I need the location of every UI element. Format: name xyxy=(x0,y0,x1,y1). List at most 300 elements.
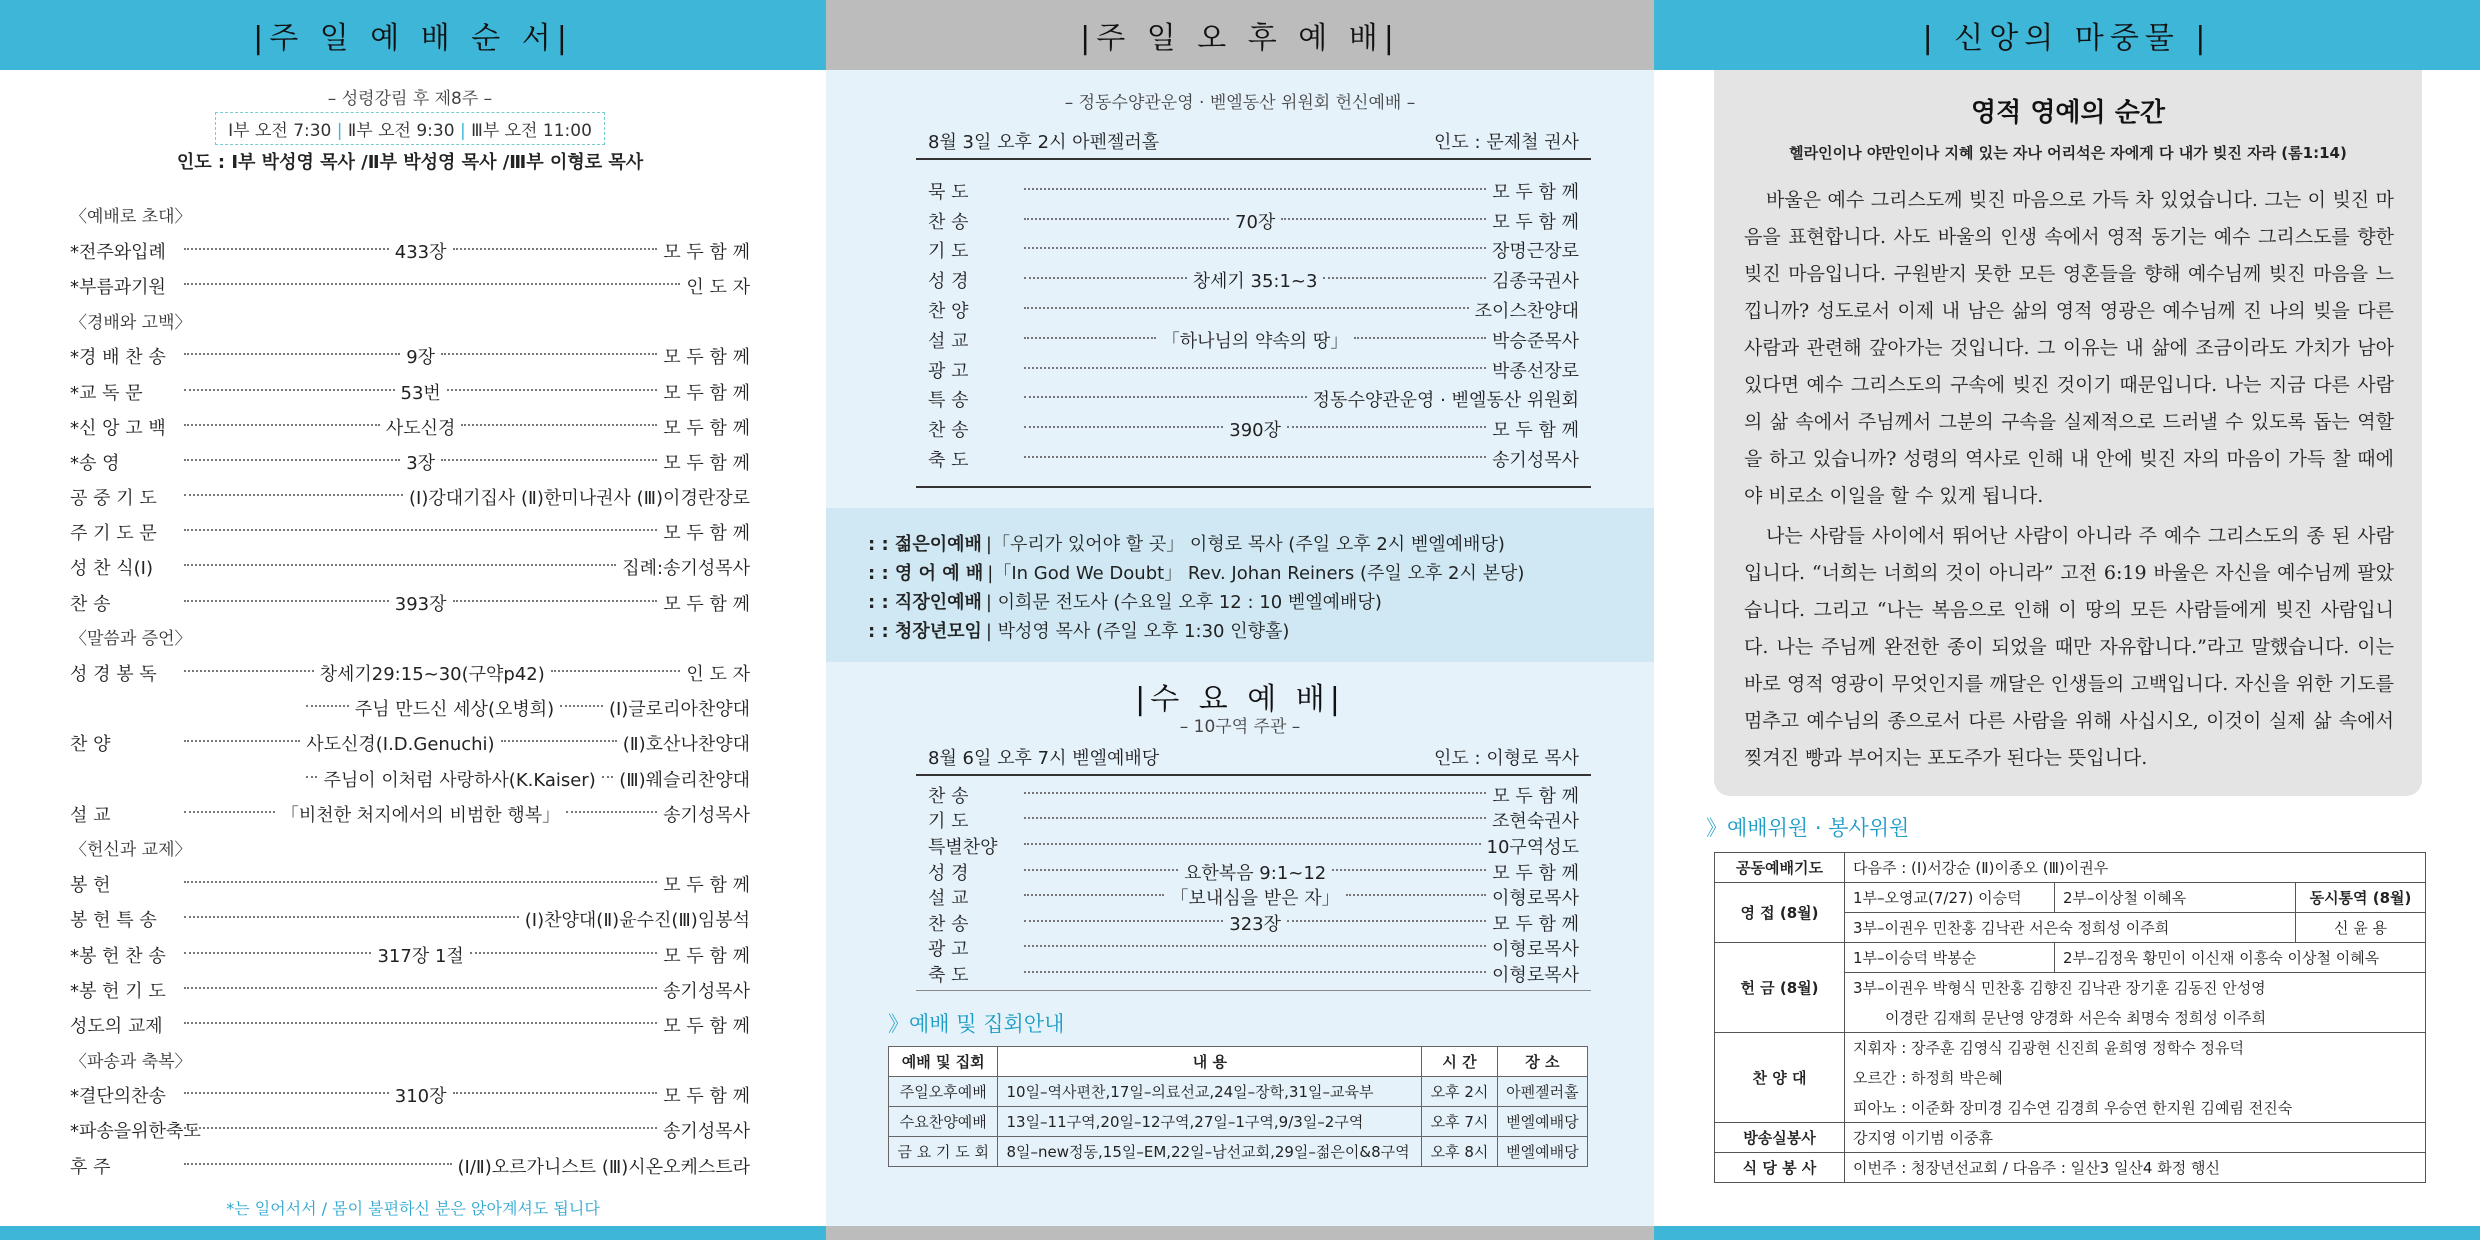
table-cell: 수요찬양예배 xyxy=(889,1107,998,1137)
order-row xyxy=(70,270,750,305)
sunday-worship-title: |주 일 예 배 순 서| xyxy=(253,21,573,56)
sunday-worship-order-column xyxy=(0,0,826,1240)
order-row xyxy=(70,869,750,904)
footer-bar xyxy=(0,1226,826,1240)
order-row xyxy=(70,341,750,376)
notice-label: : : 젊은이예배 xyxy=(868,534,982,555)
meeting-guide-title: 》예배 및 집회안내 xyxy=(888,1012,1065,1036)
order-item-person: 모 두 함 께 xyxy=(1492,420,1579,442)
order-row xyxy=(928,446,1579,476)
footer-bar xyxy=(826,1226,1654,1240)
leader-dots xyxy=(184,353,400,355)
leader-dots xyxy=(1024,817,1486,819)
order-row xyxy=(70,798,750,833)
table-row xyxy=(1715,1033,2426,1063)
order-item-label: 특 송 xyxy=(928,390,969,412)
order-item-detail: 주님이 이처럼 사랑하사(K.Kaiser) xyxy=(323,769,596,791)
leader-dots xyxy=(184,881,657,883)
order-item-detail: 317장 1절 xyxy=(377,945,464,967)
wednesday-subtitle: – 10구역 주관 – xyxy=(1179,717,1301,737)
devotional-paragraph-2: 나는 사람들 사이에서 뛰어난 사람이 아니라 주 예수 그리스도의 종 된 사람입니다. “너희는 너희의 것이 아니라” 고전 6:19 바울은 자신을 예수님께 팔았습니다. 그리고 “나는 복음으로 인해 이 땅의 모든 사람들에게 빚진 사람입니다. 나는 주님께 완전한 종이 되었을 때만 자유합니다.”라고 말했습니다. 이는 바로 영적 영광이 무엇인지를 깨달은 인생들의 고백입니다. 자신을 위한 기도를 멈추고 예수님의 종으로서 다른 사람을 위해 사십시오, 이것이 실제 삶 속에서 찢겨진 빵과 부어지는 포도주가 된다는 뜻입니다. xyxy=(1744,525,2394,769)
order-item-person: 모 두 함 께 xyxy=(663,452,750,474)
table-cell: 오르간 : 하정희 박은혜 xyxy=(1845,1063,2426,1093)
order-row xyxy=(928,297,1579,327)
leader-dots xyxy=(184,283,680,285)
table-cell: 금 요 기 도 회 xyxy=(889,1137,998,1167)
leader-dots xyxy=(184,494,403,496)
table-header: 내 용 xyxy=(998,1047,1422,1077)
notice-label: : : 직장인예배 xyxy=(868,592,982,613)
table-cell: 13일–11구역,20일–12구역,27일–1구역,9/3일–2구역 xyxy=(998,1107,1422,1137)
leader-dots xyxy=(184,740,300,742)
sunday-worship-header xyxy=(0,0,826,70)
section-label: 〈파송과 축복〉 xyxy=(70,1051,192,1072)
order-item-label: 설 교 xyxy=(928,330,969,352)
notice-row xyxy=(868,559,1524,585)
leader-dots xyxy=(453,1092,658,1094)
notice-label: : : 청장년모임 xyxy=(868,621,982,642)
order-row xyxy=(70,552,750,587)
leader-dots xyxy=(184,987,657,989)
divider xyxy=(916,486,1591,488)
leader-dots xyxy=(441,353,657,355)
table-row xyxy=(889,1137,1588,1167)
divider xyxy=(916,158,1591,160)
order-item-label: 축 도 xyxy=(928,450,969,472)
devotional-box xyxy=(1714,70,2422,796)
leader-dots xyxy=(306,705,349,707)
order-row xyxy=(928,861,1579,887)
leader-dots xyxy=(1024,869,1178,871)
order-item-label: *송 영 xyxy=(70,452,120,474)
leader-dots xyxy=(1024,945,1486,947)
order-item-label: *전주와입례 xyxy=(70,241,166,263)
order-row xyxy=(928,327,1579,357)
leader-dots xyxy=(1024,337,1156,339)
leader-dots xyxy=(1024,843,1481,845)
leader-dots xyxy=(184,1127,657,1129)
afternoon-info xyxy=(916,128,1591,160)
order-row xyxy=(70,517,750,552)
meeting-table xyxy=(888,1046,1588,1167)
table-cell: 1부–오영교(7/27) 이승덕 xyxy=(1845,883,2055,913)
order-item-person: 이형로목사 xyxy=(1492,964,1579,986)
worship-meta xyxy=(70,84,750,174)
table-header: 시 간 xyxy=(1422,1047,1497,1077)
order-item-label: *부름과기원 xyxy=(70,276,166,298)
leader-dots xyxy=(1024,894,1164,896)
order-item-label: 광 고 xyxy=(928,360,969,382)
order-row xyxy=(70,763,750,798)
afternoon-subtitle: – 정동수양관운영 · 벧엘동산 위원회 헌신예배 – xyxy=(1064,93,1416,113)
row-header: 공동예배기도 xyxy=(1715,853,1845,883)
table-cell: 다음주 : (Ⅰ)서강순 (Ⅱ)이종오 (Ⅲ)이권우 xyxy=(1845,853,2426,883)
order-item-label: 찬 송 xyxy=(928,211,969,233)
section-label: 〈예배로 초대〉 xyxy=(70,207,192,227)
footnote: *는 일어서서 / 몸이 불편하신 분은 앉아계셔도 됩니다 xyxy=(226,1199,600,1218)
order-row xyxy=(70,376,750,411)
table-cell: 오후 7시 xyxy=(1422,1107,1497,1137)
leader-dots xyxy=(184,248,389,250)
leader-dots xyxy=(184,811,275,813)
table-row xyxy=(1715,1123,2426,1153)
table-cell: 8일–new정동,15일–EM,22일–남선교회,29일–젊은이&8구역 xyxy=(998,1137,1422,1167)
order-item-label: *경 배 찬 송 xyxy=(70,347,166,369)
leader-dots xyxy=(1024,367,1486,369)
order-row xyxy=(928,267,1579,297)
afternoon-worship-column xyxy=(826,0,1654,1240)
table-cell: 오후 2시 xyxy=(1422,1077,1497,1107)
leader-dots xyxy=(1024,307,1469,309)
order-item-label: 성 경 xyxy=(928,271,969,293)
devotional-paragraph-1: 바울은 예수 그리스도께 빚진 마음으로 가득 차 있었습니다. 그는 이 빚진 마음을 표현합니다. 사도 바울의 인생 속에서 영적 동기는 예수 그리스도를 향한 빚진 마음입니다. 구원받지 못한 모든 영혼들을 향해 예수님께 빚진 마음을 느낍니까? 성도로서 이제 내 남은 삶의 영적 영광은 예수님께 진 나의 빚을 다른 사람과 관련해 갚아가는 것입니다. 그 이유는 내 삶에 조금이라도 가치가 남아있다면 예수 그리스도의 구속에 빚진 것이기 때문입니다. 나는 지금 다른 사람의 삶 속에서 주님께서 그분의 구속을 실제적으로 드러낼 수 있도록 돕는 역할을 하고 있습니까? 성령의 역사로 인해 내 안에 빚진 자의 마음이 가득 찰 때에야 비로소 이일을 할 수 있게 됩니다. xyxy=(1744,189,2394,507)
table-cell: 이번주 : 청장년선교회 / 다음주 : 일산3 일산4 화정 행신 xyxy=(1845,1153,2426,1183)
order-item-label: 찬 양 xyxy=(928,301,969,323)
order-item-person: 송기성목사 xyxy=(1492,450,1579,472)
order-item-detail: 「비천한 처지에서의 비범한 행복」 xyxy=(280,804,561,826)
table-cell: 지휘자 : 장주훈 김영식 김광현 신진희 윤희영 정학수 정유덕 xyxy=(1845,1033,2426,1063)
order-item-person: 모 두 함 께 xyxy=(663,241,750,263)
order-row xyxy=(70,693,750,728)
order-item-label: 기 도 xyxy=(928,241,969,263)
table-cell: 10일–역사편찬,17일–의료선교,24일–장학,31일–교육부 xyxy=(998,1077,1422,1107)
order-item-label: 찬 양 xyxy=(70,734,111,756)
order-item-label: 묵 도 xyxy=(928,181,969,203)
order-row xyxy=(928,178,1579,208)
leader-dots xyxy=(184,952,371,954)
order-item-detail: 390장 xyxy=(1229,420,1282,442)
afternoon-leader: 인도 : 문제철 권사 xyxy=(1434,132,1579,153)
leader-dots xyxy=(441,459,657,461)
leader-dots xyxy=(1323,277,1486,279)
wednesday-leader: 인도 : 이형로 목사 xyxy=(1434,748,1579,769)
afternoon-worship-header xyxy=(826,0,1654,70)
wednesday-date: 8월 6일 오후 7시 벧엘예배당 xyxy=(928,748,1160,769)
section-label: 〈경배와 고백〉 xyxy=(70,312,192,333)
leader-dots xyxy=(501,740,617,742)
table-cell: 강지영 이기범 이중휴 xyxy=(1845,1123,2426,1153)
order-item-detail: 310장 xyxy=(394,1086,447,1108)
devotional-column xyxy=(1654,0,2480,1240)
order-row xyxy=(70,587,750,622)
order-item-detail: 3장 xyxy=(406,452,436,474)
order-item-person: 모 두 함 께 xyxy=(1492,181,1579,203)
leader-dots xyxy=(470,952,657,954)
leader-dots xyxy=(306,776,317,778)
order-row xyxy=(70,1150,750,1185)
row-header: 식 당 봉 사 xyxy=(1715,1153,1845,1183)
table-cell: 주일오후예배 xyxy=(889,1077,998,1107)
row-header: 헌 금 (8월) xyxy=(1715,943,1845,1033)
table-cell: 피아노 : 이준화 장미경 김수연 김경희 우승연 한지원 김예림 전진숙 xyxy=(1845,1093,2426,1123)
service-time-1: Ⅰ부 오전 7:30 xyxy=(228,121,332,141)
leader-dots xyxy=(184,1022,657,1024)
notice-row xyxy=(868,530,1505,556)
order-row xyxy=(70,1080,750,1115)
order-item-label: 축 도 xyxy=(928,964,969,986)
order-item-detail: 9장 xyxy=(406,347,436,369)
leader-dots xyxy=(1024,396,1307,398)
table-row xyxy=(889,1107,1588,1137)
order-item-person: 모 두 함 께 xyxy=(663,347,750,369)
order-item-person: 송기성목사 xyxy=(663,804,751,826)
service-times: Ⅰ부 오전 7:30 | Ⅱ부 오전 9:30 | Ⅲ부 오전 11:00 xyxy=(215,112,605,145)
order-item-label: 특별찬양 xyxy=(928,836,998,858)
order-row xyxy=(70,939,750,974)
leader-dots xyxy=(184,564,616,566)
table-cell: 아펜젤러홀 xyxy=(1497,1077,1587,1107)
leader-dots xyxy=(461,424,657,426)
notice-text: | 이희문 전도사 (수요일 오후 12 : 10 벧엘예배당) xyxy=(985,592,1382,613)
afternoon-worship-title: |주 일 오 후 예 배| xyxy=(1080,21,1400,56)
order-item-person: 10구역성도 xyxy=(1486,836,1579,858)
order-item-label: 설 교 xyxy=(928,888,969,910)
notice-label: : : 영 어 예 배 xyxy=(868,563,984,584)
order-item-person: 모 두 함 께 xyxy=(663,523,750,545)
leader-dots xyxy=(1024,456,1486,458)
order-item-label: 성 경 xyxy=(928,862,969,884)
order-item-person: 모 두 함 께 xyxy=(663,875,750,897)
leader-dots xyxy=(1024,792,1486,794)
leader-dots xyxy=(184,529,657,531)
leader-dots xyxy=(1024,277,1187,279)
devotional-title: | 신앙의 마중물 | xyxy=(1922,21,2212,56)
order-item-person: 모 두 함 께 xyxy=(663,417,750,439)
wednesday-order-list xyxy=(916,784,1591,989)
order-item-label: 주 기 도 문 xyxy=(70,523,157,545)
table-cell: 오후 8시 xyxy=(1422,1137,1497,1167)
order-item-person: 인 도 자 xyxy=(686,276,750,298)
leader-dots xyxy=(566,811,657,813)
worship-leaders: 인도 : Ⅰ부 박성영 목사 /Ⅱ부 박성영 목사 /Ⅲ부 이형로 목사 xyxy=(176,152,644,173)
leader-dots xyxy=(1354,337,1486,339)
leader-dots xyxy=(1346,894,1486,896)
table-cell: 2부–이상철 이혜옥 xyxy=(2055,883,2296,913)
order-item-person: 모 두 함 께 xyxy=(663,1086,750,1108)
other-services-notice xyxy=(826,508,1654,662)
order-row xyxy=(70,657,750,692)
order-item-person: 집례:송기성목사 xyxy=(622,558,750,580)
leader-dots xyxy=(453,248,658,250)
order-row xyxy=(928,912,1579,938)
leader-dots xyxy=(1024,971,1486,973)
order-item-person: 모 두 함 께 xyxy=(1492,211,1580,233)
table-cell: 벧엘예배당 xyxy=(1497,1137,1587,1167)
order-item-label: 공 중 기 도 xyxy=(70,488,157,510)
liturgical-week: – 성령강림 후 제8주 – xyxy=(327,89,493,109)
order-item-person: 조현숙권사 xyxy=(1492,811,1579,833)
order-item-label: 성 경 봉 독 xyxy=(70,664,157,686)
order-row xyxy=(928,835,1579,861)
leader-dots xyxy=(551,670,681,672)
order-item-label: *결단의찬송 xyxy=(70,1086,166,1108)
order-row xyxy=(928,938,1579,964)
order-row xyxy=(70,1115,750,1150)
order-row xyxy=(70,974,750,1009)
order-item-person: (Ⅰ/Ⅱ)오르가니스트 (Ⅲ)시온오케스트라 xyxy=(457,1156,750,1178)
leader-dots xyxy=(1024,218,1229,220)
order-item-person: 조이스찬양대 xyxy=(1474,301,1579,323)
order-row xyxy=(70,728,750,763)
order-item-detail: 창세기 35:1~3 xyxy=(1192,271,1318,293)
table-header: 예배 및 집회 xyxy=(889,1047,998,1077)
devotional-box-title: 영적 영예의 순간 xyxy=(1971,98,2165,128)
leader-dots xyxy=(184,670,314,672)
leader-dots xyxy=(560,705,603,707)
order-item-detail: 주님 만드신 세상(오병희) xyxy=(354,699,555,721)
order-item-label: 찬 송 xyxy=(928,913,969,935)
order-row xyxy=(70,904,750,939)
order-item-person: 송기성목사 xyxy=(663,980,750,1002)
leader-dots xyxy=(184,389,395,391)
order-item-detail: 요한복음 9:1~12 xyxy=(1184,862,1327,884)
order-row xyxy=(70,1009,750,1044)
order-item-detail: 323장 xyxy=(1229,913,1282,935)
order-item-person: 정동수양관운영 · 벧엘동산 위원회 xyxy=(1312,390,1579,412)
devotional-header xyxy=(1654,0,2480,70)
row-header: 방송실봉사 xyxy=(1715,1123,1845,1153)
order-item-detail: 「하나님의 약속의 땅」 xyxy=(1161,330,1349,352)
table-cell: 3부–이권우 박형식 민찬홍 김향진 김낙관 장기훈 김동진 안성영 xyxy=(1845,973,2426,1003)
order-item-person: 이형로목사 xyxy=(1492,939,1579,961)
service-committee-title: 》예배위원 · 봉사위원 xyxy=(1706,816,1910,840)
order-row xyxy=(70,411,750,446)
order-item-person: 인 도 자 xyxy=(686,664,751,686)
order-item-label: 성 찬 식(Ⅰ) xyxy=(70,558,153,580)
leader-dots xyxy=(184,459,400,461)
order-row xyxy=(70,446,750,481)
order-item-person: (Ⅰ)찬양대(Ⅱ)윤수진(Ⅲ)임봉석 xyxy=(524,910,750,932)
service-committee-table xyxy=(1714,852,2426,1183)
notice-row xyxy=(868,588,1382,614)
row-header: 찬 양 대 xyxy=(1715,1033,1845,1123)
table-cell: 1부–이승덕 박봉순 xyxy=(1845,943,2055,973)
order-row xyxy=(928,387,1579,417)
order-item-label: *봉 헌 찬 송 xyxy=(70,945,166,967)
leader-dots xyxy=(1287,920,1486,922)
section-label: 〈헌신과 교제〉 xyxy=(70,840,192,861)
order-row xyxy=(928,886,1579,912)
order-row xyxy=(70,482,750,517)
order-item-person: 김종국권사 xyxy=(1492,271,1580,293)
table-cell: 2부–김정욱 황민이 이신재 이흥숙 이상철 이혜옥 xyxy=(2055,943,2426,973)
table-cell: 3부–이권우 민찬홍 김낙관 서은숙 정희성 이주희 xyxy=(1845,913,2296,943)
leader-dots xyxy=(184,916,519,918)
order-item-person: 박승준목사 xyxy=(1492,330,1579,352)
order-item-detail: 70장 xyxy=(1235,211,1276,233)
notice-row xyxy=(868,617,1289,643)
table-cell: 벧엘예배당 xyxy=(1497,1107,1587,1137)
leader-dots xyxy=(1024,426,1223,428)
table-cell: 이경란 김재희 문난영 양경화 서은숙 최명숙 정희성 이주희 xyxy=(1845,1003,2426,1033)
order-item-person: 이형로목사 xyxy=(1492,888,1579,910)
order-item-label: *파송을위한축도 xyxy=(70,1121,201,1143)
order-item-person: 송기성목사 xyxy=(663,1121,750,1143)
order-item-label: 찬 송 xyxy=(70,593,111,615)
order-item-label: 설 교 xyxy=(70,804,111,826)
order-item-person: (Ⅲ)웨슬리찬양대 xyxy=(619,769,750,791)
order-row xyxy=(70,235,750,270)
table-header: 장 소 xyxy=(1497,1047,1587,1077)
leader-dots xyxy=(184,1092,389,1094)
order-item-label: 광 고 xyxy=(928,939,969,961)
leader-dots xyxy=(447,389,658,391)
order-item-label: 성도의 교제 xyxy=(70,1015,163,1037)
devotional-verse: 헬라인이나 야만인이나 지혜 있는 자나 어리석은 자에게 다 내가 빚진 자라 (롬1:14) xyxy=(1789,144,2347,162)
table-row xyxy=(1715,943,2426,973)
order-item-person: 장명근장로 xyxy=(1492,241,1579,263)
order-item-label: 기 도 xyxy=(928,811,969,833)
leader-dots xyxy=(453,600,658,602)
afternoon-date: 8월 3일 오후 2시 아펜젤러홀 xyxy=(928,132,1160,153)
order-item-detail: 「보내심을 받은 자」 xyxy=(1170,888,1340,910)
notice-text: |「In God We Doubt」 Rev. Johan Reiners (주일 오후 2시 본당) xyxy=(987,563,1525,584)
table-row xyxy=(1715,883,2426,913)
order-item-detail: 창세기29:15~30(구약p42) xyxy=(319,664,545,686)
order-item-detail: 433장 xyxy=(394,241,447,263)
service-time-2: Ⅱ부 오전 9:30 xyxy=(347,121,455,141)
table-cell: 신 윤 용 xyxy=(2296,913,2426,943)
order-item-label: *교 독 문 xyxy=(70,382,143,404)
order-row xyxy=(928,208,1579,238)
order-item-person: (Ⅱ)호산나찬양대 xyxy=(622,734,750,756)
section-label: 〈말씀과 증언〉 xyxy=(70,629,192,650)
order-item-person: 모 두 함 께 xyxy=(663,593,750,615)
table-row xyxy=(1715,853,2426,883)
order-item-person: 모 두 함 께 xyxy=(663,1015,750,1037)
leader-dots xyxy=(184,1163,452,1165)
worship-order-list xyxy=(70,200,750,1185)
table-row xyxy=(1715,1153,2426,1183)
leader-dots xyxy=(1281,218,1486,220)
order-item-label: 봉 헌 특 송 xyxy=(70,910,157,932)
divider xyxy=(916,774,1591,776)
leader-dots xyxy=(1287,426,1486,428)
order-row xyxy=(928,784,1579,810)
order-item-detail: 393장 xyxy=(394,593,447,615)
leader-dots xyxy=(184,600,389,602)
leader-dots xyxy=(1024,188,1486,190)
order-row xyxy=(928,810,1579,836)
row-header: 영 접 (8월) xyxy=(1715,883,1845,943)
wednesday-title: |수 요 예 배| xyxy=(1135,682,1345,717)
leader-dots xyxy=(1024,247,1486,249)
order-row xyxy=(928,416,1579,446)
table-row xyxy=(889,1077,1588,1107)
order-item-detail: 사도신경 xyxy=(385,417,456,439)
order-item-person: 모 두 함 께 xyxy=(1492,785,1579,807)
table-cell: 동시통역 (8월) xyxy=(2296,883,2426,913)
order-item-person: 박종선장로 xyxy=(1492,360,1579,382)
notice-text: |「우리가 있어야 할 곳」 이형로 목사 (주일 오후 2시 벧엘예배당) xyxy=(985,534,1505,555)
order-item-label: *봉 헌 기 도 xyxy=(70,980,166,1002)
order-item-person: 모 두 함 께 xyxy=(663,382,751,404)
service-time-3: Ⅲ부 오전 11:00 xyxy=(471,121,592,141)
order-item-label: *신 앙 고 백 xyxy=(70,417,166,439)
order-item-person: (Ⅰ)강대기집사 (Ⅱ)한미나권사 (Ⅲ)이경란장로 xyxy=(409,488,750,510)
order-item-person: 모 두 함 께 xyxy=(1492,913,1579,935)
leader-dots xyxy=(184,424,380,426)
notice-text: | 박성영 목사 (주일 오후 1:30 인향홀) xyxy=(985,621,1290,642)
order-row xyxy=(928,238,1579,268)
order-row xyxy=(928,963,1579,989)
order-item-person: 모 두 함 께 xyxy=(1492,862,1580,884)
wednesday-info xyxy=(916,744,1591,776)
order-item-detail: 53번 xyxy=(400,382,441,404)
leader-dots xyxy=(1024,920,1223,922)
order-item-label: 찬 송 xyxy=(928,420,969,442)
order-item-detail: 사도신경(I.D.Genuchi) xyxy=(306,734,495,756)
